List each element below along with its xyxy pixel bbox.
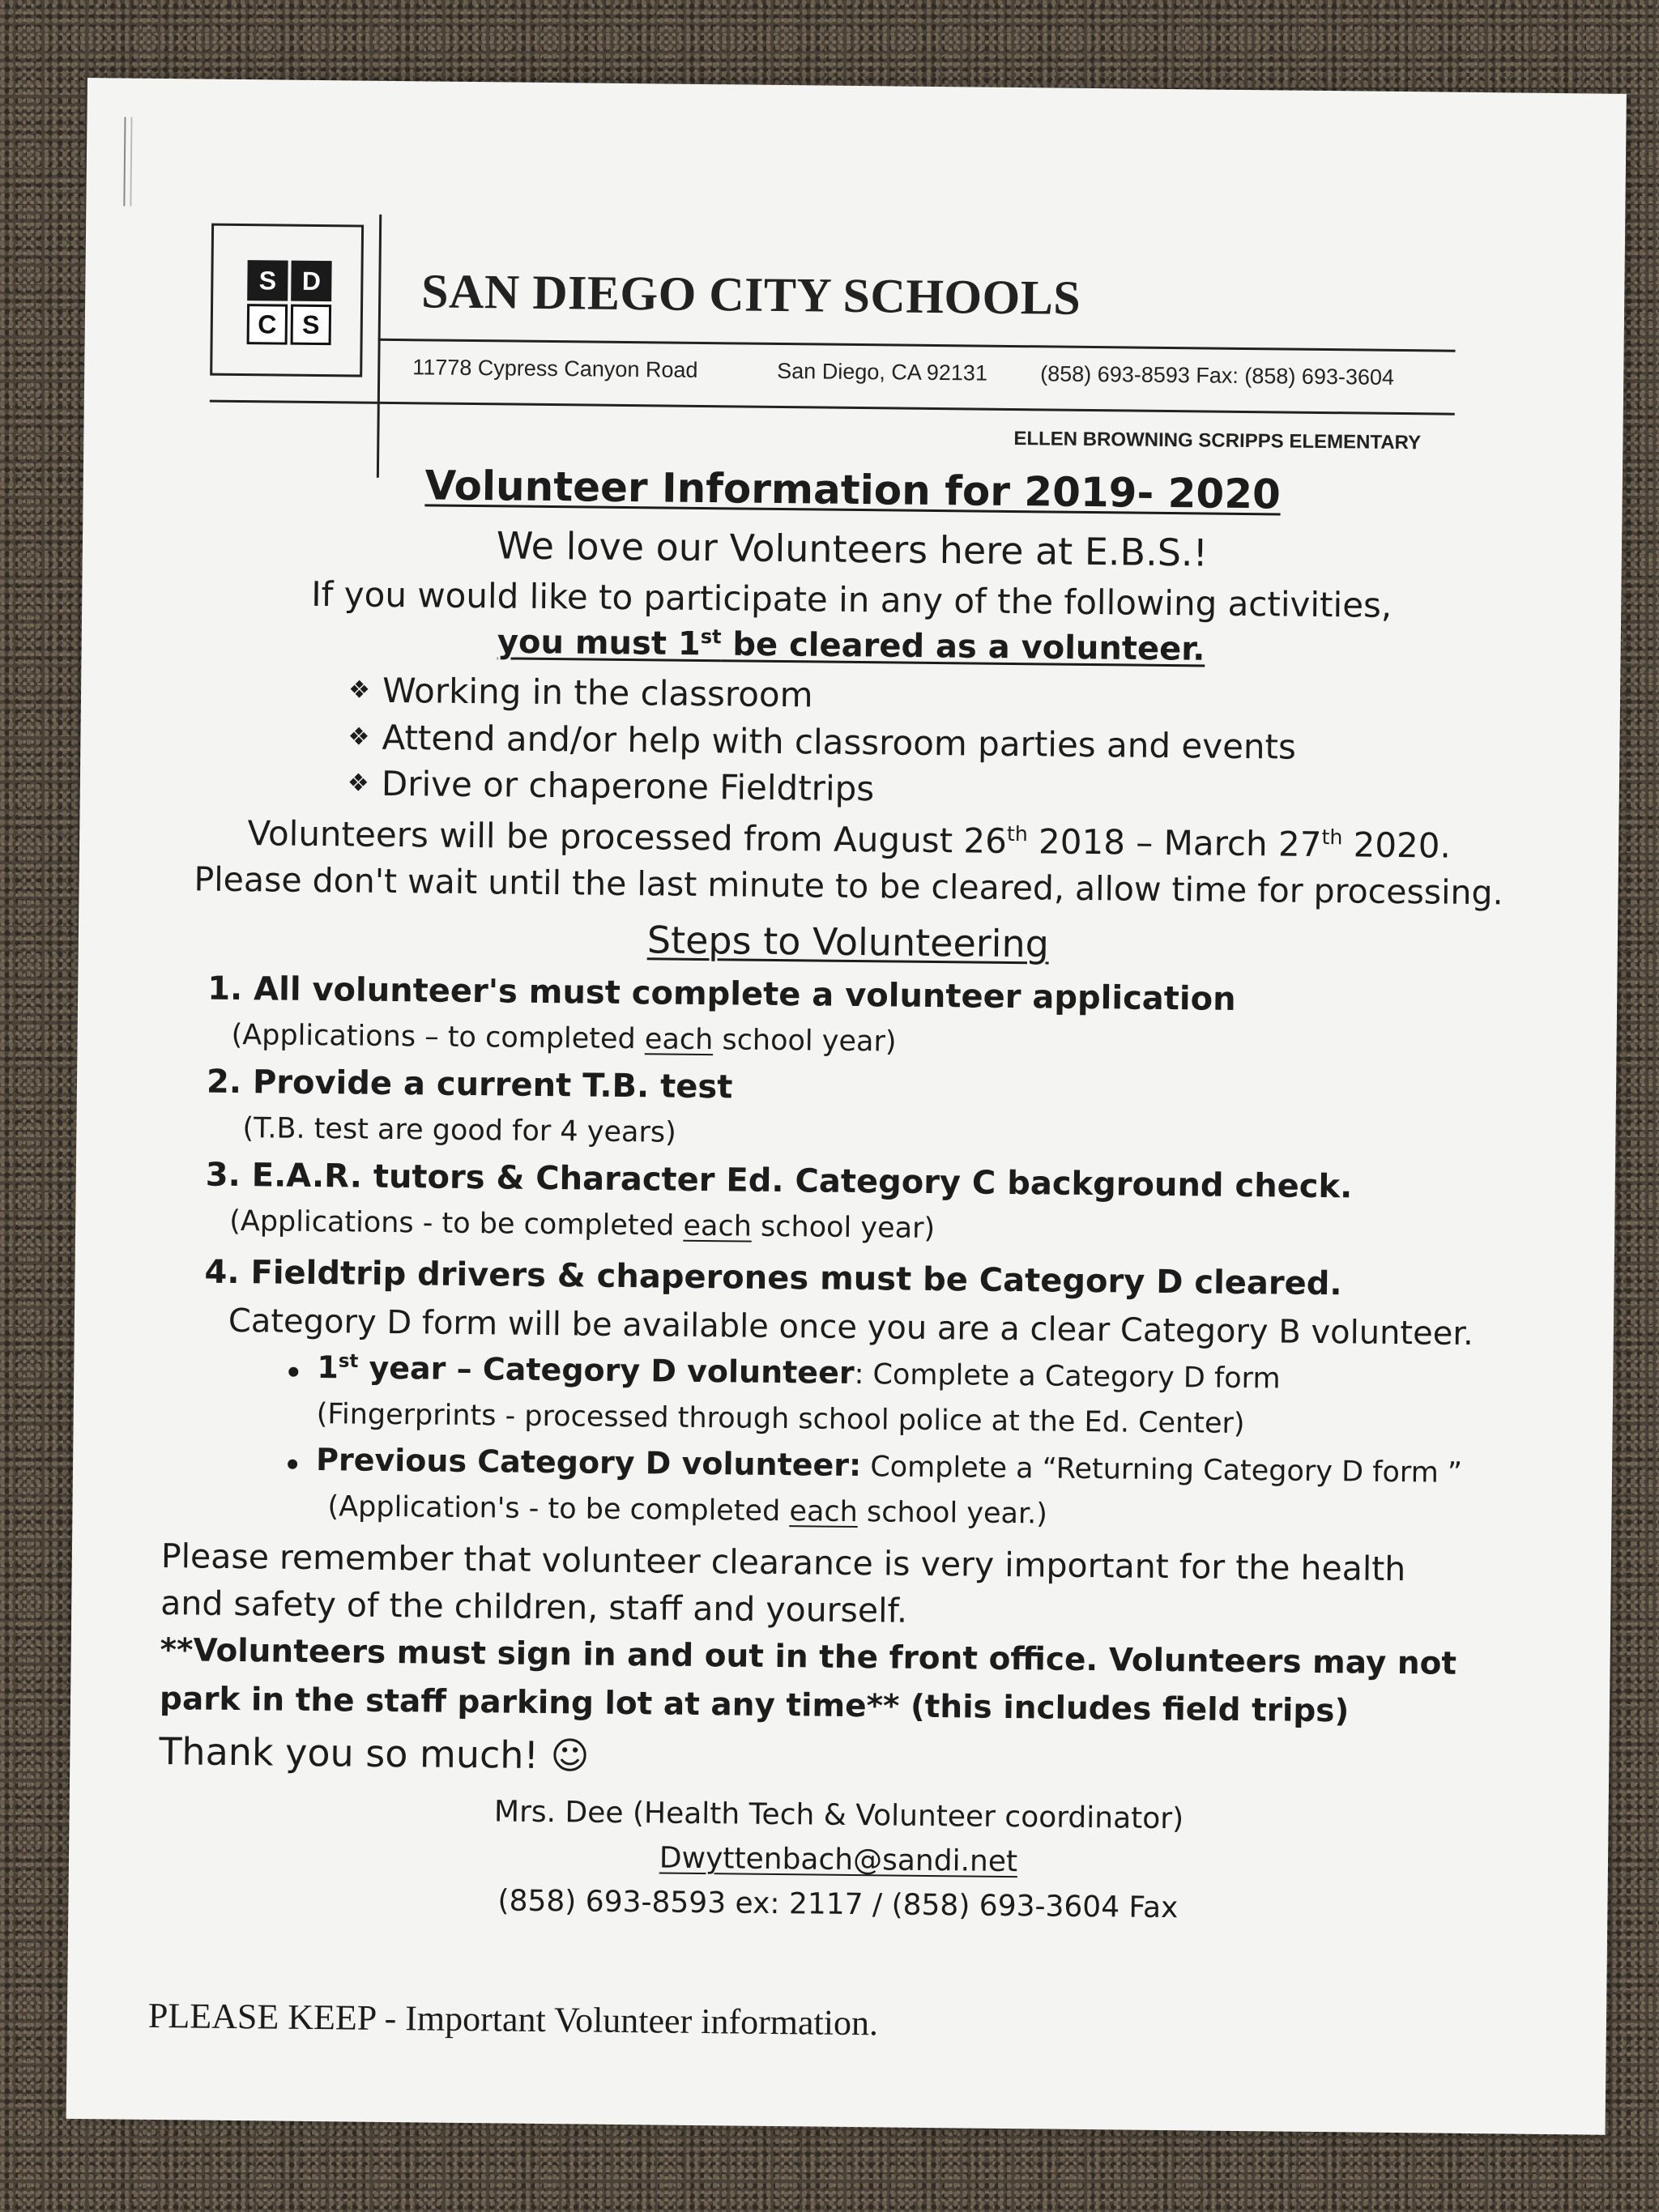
thank-you: Thank you so much! ☺ <box>159 1729 590 1778</box>
processing-sup2: th <box>1321 825 1343 850</box>
category-d-previous <box>316 1442 1462 1490</box>
header-divider-bottom <box>210 400 1455 416</box>
diamond-bullet-icon: ❖ <box>348 722 370 752</box>
street-address: 11778 Cypress Canyon Road <box>412 355 698 382</box>
header-divider-top <box>378 339 1456 352</box>
logo-letter-s2: S <box>291 305 332 346</box>
logo-letter-c: C <box>247 304 288 345</box>
footer-note: PLEASE KEEP - Important Volunteer information. <box>147 1995 879 2044</box>
processing-note: Please don't wait until the last minute to be cleared, allow time for processing. <box>194 859 1503 913</box>
step-3-note-a: (Applications - to be completed <box>229 1204 684 1242</box>
step-3-note-u: each <box>683 1209 753 1243</box>
sdcs-logo <box>210 224 364 377</box>
b1-b: year – Category D volunteer <box>358 1349 855 1391</box>
school-name: ELLEN BROWNING SCRIPPS ELEMENTARY <box>1013 427 1422 454</box>
steps-heading: Steps to Volunteering <box>646 918 1050 966</box>
step-3: 3. E.A.R. tutors & Character Ed. Category C background check. <box>205 1156 1353 1206</box>
intro-line-3-a: you must 1 <box>497 623 701 663</box>
b2-note-a: (Application's - to be completed <box>327 1490 790 1528</box>
bullet-icon <box>288 1460 297 1469</box>
processing-a: Volunteers will be processed from August 26 <box>247 813 1008 861</box>
step-1: 1. All volunteer's must complete a volunteer application <box>207 970 1236 1018</box>
bullet-icon <box>288 1367 298 1377</box>
b2-a: Previous Category D volunteer: <box>315 1442 862 1484</box>
b2-b: Complete a “Returning Category D form ” <box>860 1451 1463 1490</box>
step-1-note <box>231 1019 896 1059</box>
intro-line-1: We love our Volunteers here at E.B.S.! <box>496 523 1209 575</box>
step-3-note-b: school year) <box>751 1210 936 1246</box>
flyer-page <box>66 78 1627 2135</box>
b2-note-b: school year.) <box>857 1496 1048 1531</box>
step-3-note <box>229 1205 935 1245</box>
coordinator-email-link[interactable] <box>69 1835 1608 1885</box>
activity-item: Working in the classroom <box>382 670 813 715</box>
processing-dates <box>79 812 1618 867</box>
step-1-note-a: (Applications – to completed <box>231 1018 646 1056</box>
step-1-note-u: each <box>644 1023 714 1057</box>
phone-fax: (858) 693-8593 Fax: (858) 693-3604 <box>1040 361 1395 390</box>
staple-marks <box>123 117 132 206</box>
closing-line-3: **Volunteers must sign in and out in the front office. Volunteers may not <box>160 1632 1457 1682</box>
logo-letter-s: S <box>247 260 288 301</box>
step-2: 2. Provide a current T.B. test <box>206 1063 733 1106</box>
city-address: San Diego, CA 92131 <box>777 358 988 386</box>
diamond-bullet-icon: ❖ <box>348 676 371 705</box>
page-title: Volunteer Information for 2019- 2020 <box>424 462 1282 518</box>
b2-note-u: each <box>789 1495 859 1529</box>
intro-line-2: If you would like to participate in any of the following activities, <box>311 573 1392 625</box>
header-divider-vertical <box>377 215 382 478</box>
processing-c: 2020. <box>1342 825 1452 866</box>
coordinator-name: Mrs. Dee (Health Tech & Volunteer coordinator) <box>493 1795 1184 1836</box>
district-name: SAN DIEGO CITY SCHOOLS <box>420 264 1081 325</box>
activity-item: Attend and/or help with classroom parties and events <box>382 717 1297 767</box>
category-d-previous-note <box>327 1490 1047 1530</box>
step-4-note: Category D form will be available once you are a clear Category B volunteer. <box>228 1302 1474 1353</box>
b1-a: 1 <box>317 1349 339 1386</box>
step-4: 4. Fieldtrip drivers & chaperones must be Category D cleared. <box>204 1253 1342 1303</box>
category-d-first-year <box>317 1349 1281 1395</box>
closing-line-4: park in the staff parking lot at any time** (this includes field trips) <box>159 1681 1350 1730</box>
step-2-note: (T.B. test are good for 4 years) <box>242 1112 676 1149</box>
coordinator-phone: (858) 693-8593 ex: 2117 / (858) 693-3604 Fax <box>497 1884 1179 1925</box>
logo-letter-d: D <box>291 261 332 302</box>
intro-line-3-sup: st <box>700 624 722 649</box>
category-d-first-year-note: (Fingerprints - processed through school police at the Ed. Center) <box>316 1398 1245 1441</box>
b1-c: : Complete a Category D form <box>854 1358 1281 1396</box>
processing-sup1: th <box>1006 821 1028 846</box>
diamond-bullet-icon: ❖ <box>347 769 369 798</box>
closing-line-1: Please remember that volunteer clearance is very important for the health <box>160 1536 1406 1589</box>
closing-line-2: and safety of the children, staff and yourself. <box>160 1583 908 1630</box>
intro-line-3-b: be cleared as a volunteer. <box>721 625 1205 668</box>
step-1-note-b: school year) <box>713 1024 897 1059</box>
intro-line-3 <box>82 619 1621 672</box>
processing-b: 2018 – March 27 <box>1027 821 1322 865</box>
activity-item: Drive or chaperone Fieldtrips <box>381 763 875 809</box>
coordinator-email[interactable]: Dwyttenbach@sandi.net <box>659 1841 1018 1879</box>
b1-sup: st <box>338 1350 359 1372</box>
